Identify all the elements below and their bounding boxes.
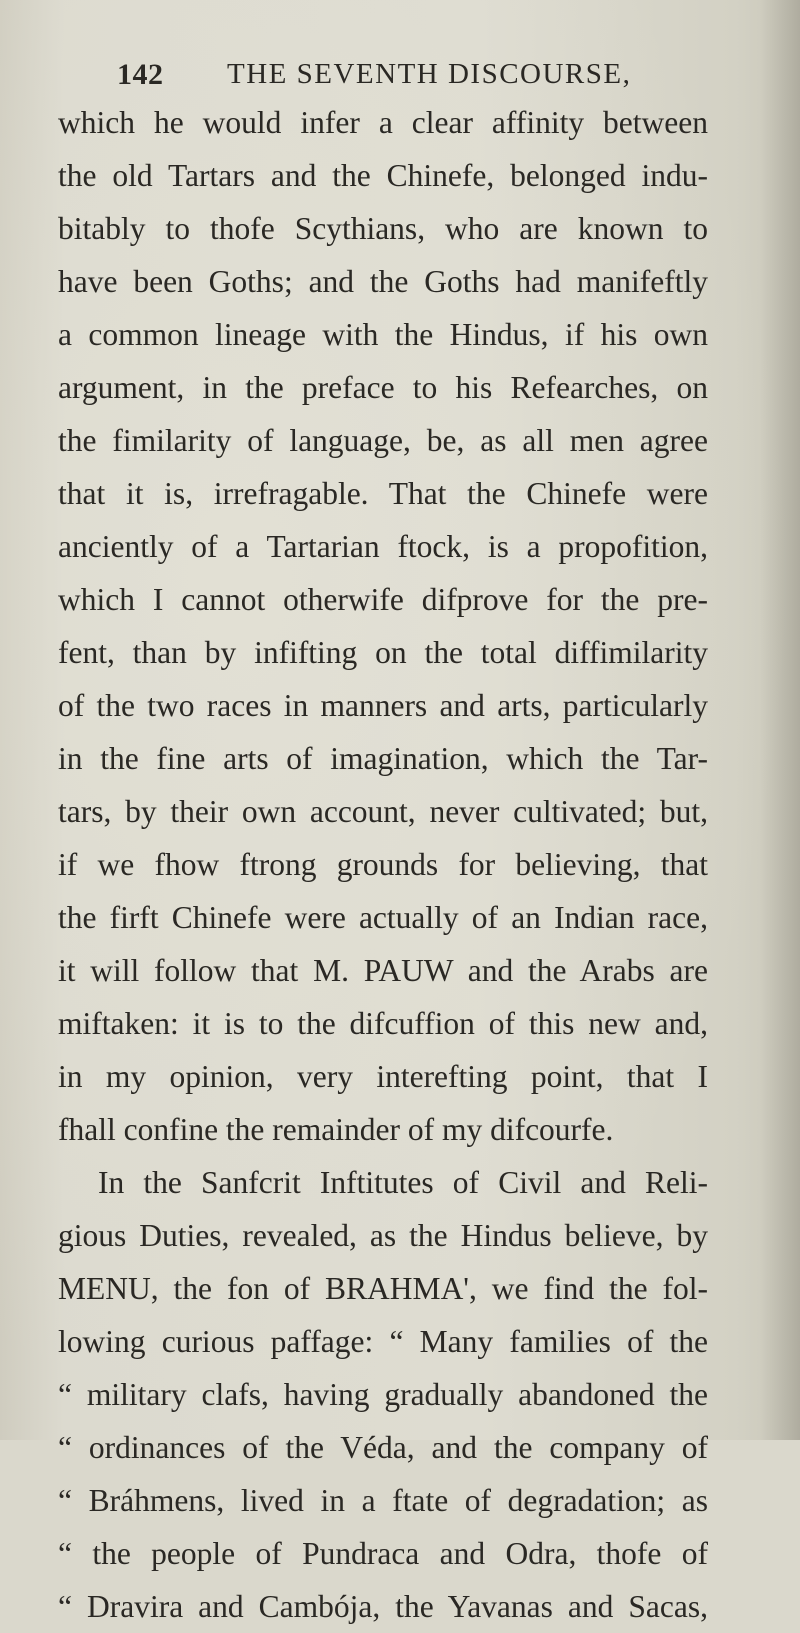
page-edge-shadow [760, 0, 800, 1440]
text-line: the old Tartars and the Chinefe, belonged indu- [58, 158, 708, 193]
quote-line: “ military clafs, having gradually abandoned the [58, 1377, 708, 1412]
text-line: MENU, the fon of BRAHMA', we find the fol- [58, 1271, 708, 1306]
text-line: tars, by their own account, never cultivated; but, [58, 794, 708, 829]
text-line: the firft Chinefe were actually of an Indian race, [58, 900, 708, 935]
quote-line: “ Bráhmens, lived in a ftate of degradation; as [58, 1483, 708, 1518]
text-line: that it is, irrefragable. That the Chinefe were [58, 476, 708, 511]
text-line: bitably to thofe Scythians, who are known to [58, 211, 708, 246]
text-line: argument, in the preface to his Refearches, on [58, 370, 708, 405]
text-line: fent, than by infifting on the total diffimilarity [58, 635, 708, 670]
text-line: anciently of a Tartarian ftock, is a propofition, [58, 529, 708, 564]
paragraph-end-line: fhall confine the remainder of my difcourfe. [58, 1112, 614, 1147]
text-line: lowing curious paffage: “ Many families of the [58, 1324, 708, 1359]
text-line: miftaken: it is to the difcuffion of this new and, [58, 1006, 708, 1041]
text-line: have been Goths; and the Goths had manifeftly [58, 264, 708, 299]
text-line: gious Duties, revealed, as the Hindus believe, by [58, 1218, 708, 1253]
running-title: THE SEVENTH DISCOURSE, [227, 58, 632, 90]
page-number: 142 [117, 58, 164, 91]
text-line: a common lineage with the Hindus, if his own [58, 317, 708, 352]
quote-line: “ Dravira and Cambója, the Yavanas and Sacas, [58, 1589, 708, 1624]
body-text [58, 96, 708, 1633]
text-line: which he would infer a clear affinity between [58, 105, 708, 140]
text-line: in my opinion, very interefting point, that I [58, 1059, 708, 1094]
text-line: if we fhow ftrong grounds for believing, that [58, 847, 708, 882]
text-line: the fimilarity of language, be, as all men agree [58, 423, 708, 458]
quote-line: “ the people of Pundraca and Odra, thofe of [58, 1536, 708, 1571]
quote-line: “ ordinances of the Véda, and the company of [58, 1430, 708, 1465]
text-line: of the two races in manners and arts, particularly [58, 688, 708, 723]
paragraph-start-line: In the Sanfcrit Inftitutes of Civil and Reli- [98, 1165, 708, 1200]
text-line: which I cannot otherwife difprove for the pre- [58, 582, 708, 617]
text-line: in the fine arts of imagination, which the Tar- [58, 741, 708, 776]
text-line: it will follow that M. PAUW and the Arabs are [58, 953, 708, 988]
